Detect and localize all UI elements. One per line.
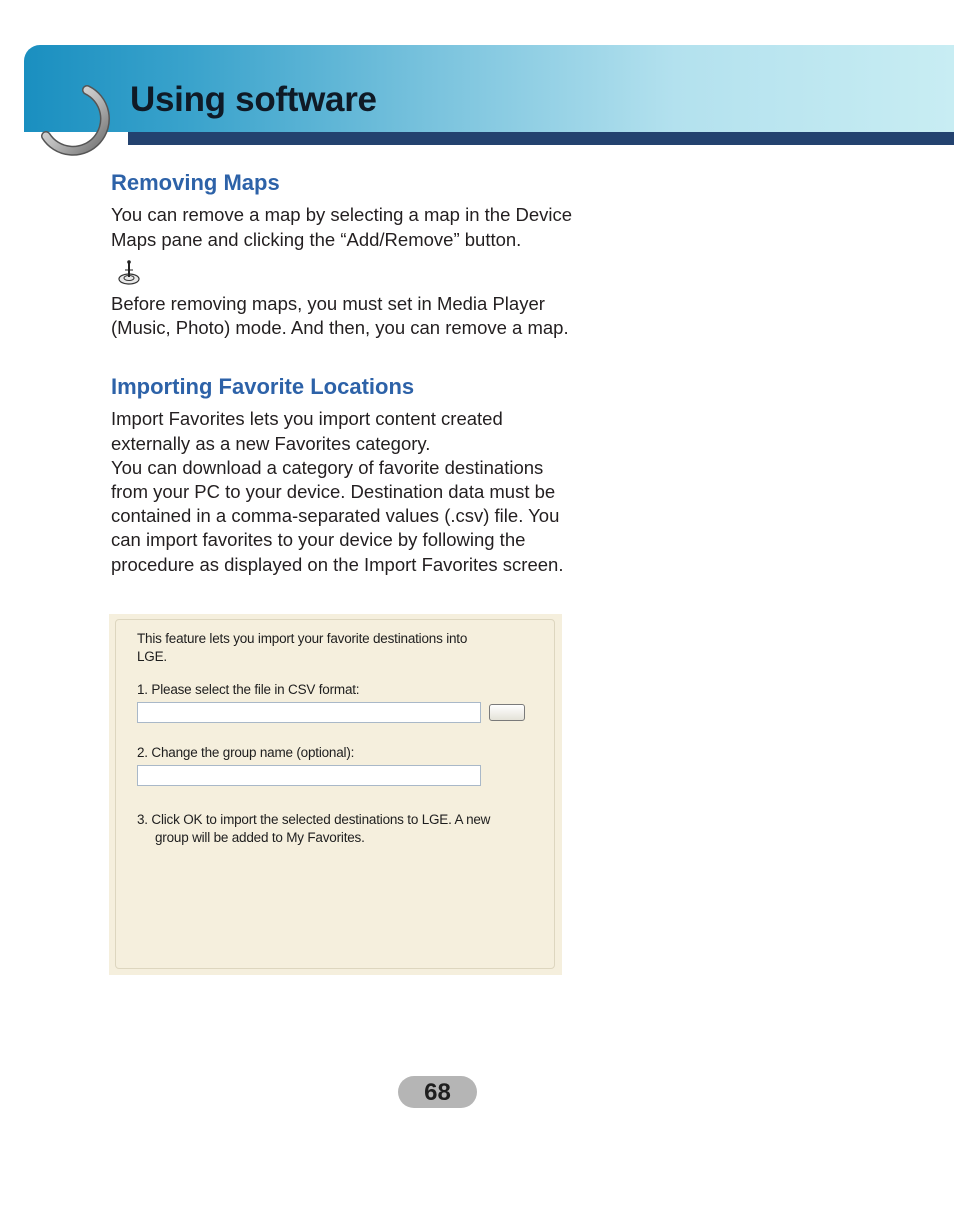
browse-button[interactable] <box>489 704 525 721</box>
group-name-input[interactable] <box>137 765 481 786</box>
removing-maps-text-line2: Maps pane and clicking the “Add/Remove” button. <box>111 229 522 250</box>
page-number: 68 <box>398 1076 477 1108</box>
importing-text-line: procedure as displayed on the Import Favorites screen. <box>111 554 564 575</box>
importing-text-line: from your PC to your device. Destination data must be <box>111 481 556 502</box>
importing-text-line: can import favorites to your device by following the <box>111 529 526 550</box>
header-stripe <box>128 132 954 145</box>
dialog-intro-line1: This feature lets you import your favorite destinations into <box>137 631 468 646</box>
importing-text-line: externally as a new Favorites category. <box>111 433 431 454</box>
note-pin-icon <box>114 258 144 288</box>
page-title: Using software <box>130 80 377 119</box>
csv-file-input[interactable] <box>137 702 481 723</box>
note-text-line1: Before removing maps, you must set in Media Player <box>111 293 545 314</box>
dialog-step3-line2: group will be added to My Favorites. <box>155 830 365 845</box>
import-favorites-dialog <box>109 614 562 975</box>
ring-logo-icon <box>32 78 118 164</box>
section-heading-importing: Importing Favorite Locations <box>111 374 415 399</box>
removing-maps-text-line1: You can remove a map by selecting a map in the Device <box>111 204 573 225</box>
dialog-intro-line2: LGE. <box>137 649 167 664</box>
importing-text-line: You can download a category of favorite destinations <box>111 457 544 478</box>
dialog-group-box <box>115 619 555 969</box>
section-heading-removing-maps: Removing Maps <box>111 170 280 195</box>
csv-file-label: 1. Please select the file in CSV format: <box>137 682 360 697</box>
importing-text-line: Import Favorites lets you import content created <box>111 408 503 429</box>
note-text-line2: (Music, Photo) mode. And then, you can remove a map. <box>111 317 569 338</box>
group-name-label: 2. Change the group name (optional): <box>137 745 355 760</box>
dialog-step3-line1: 3. Click OK to import the selected destinations to LGE. A new <box>137 812 491 827</box>
importing-text-line: contained in a comma-separated values (.csv) file. You <box>111 505 560 526</box>
